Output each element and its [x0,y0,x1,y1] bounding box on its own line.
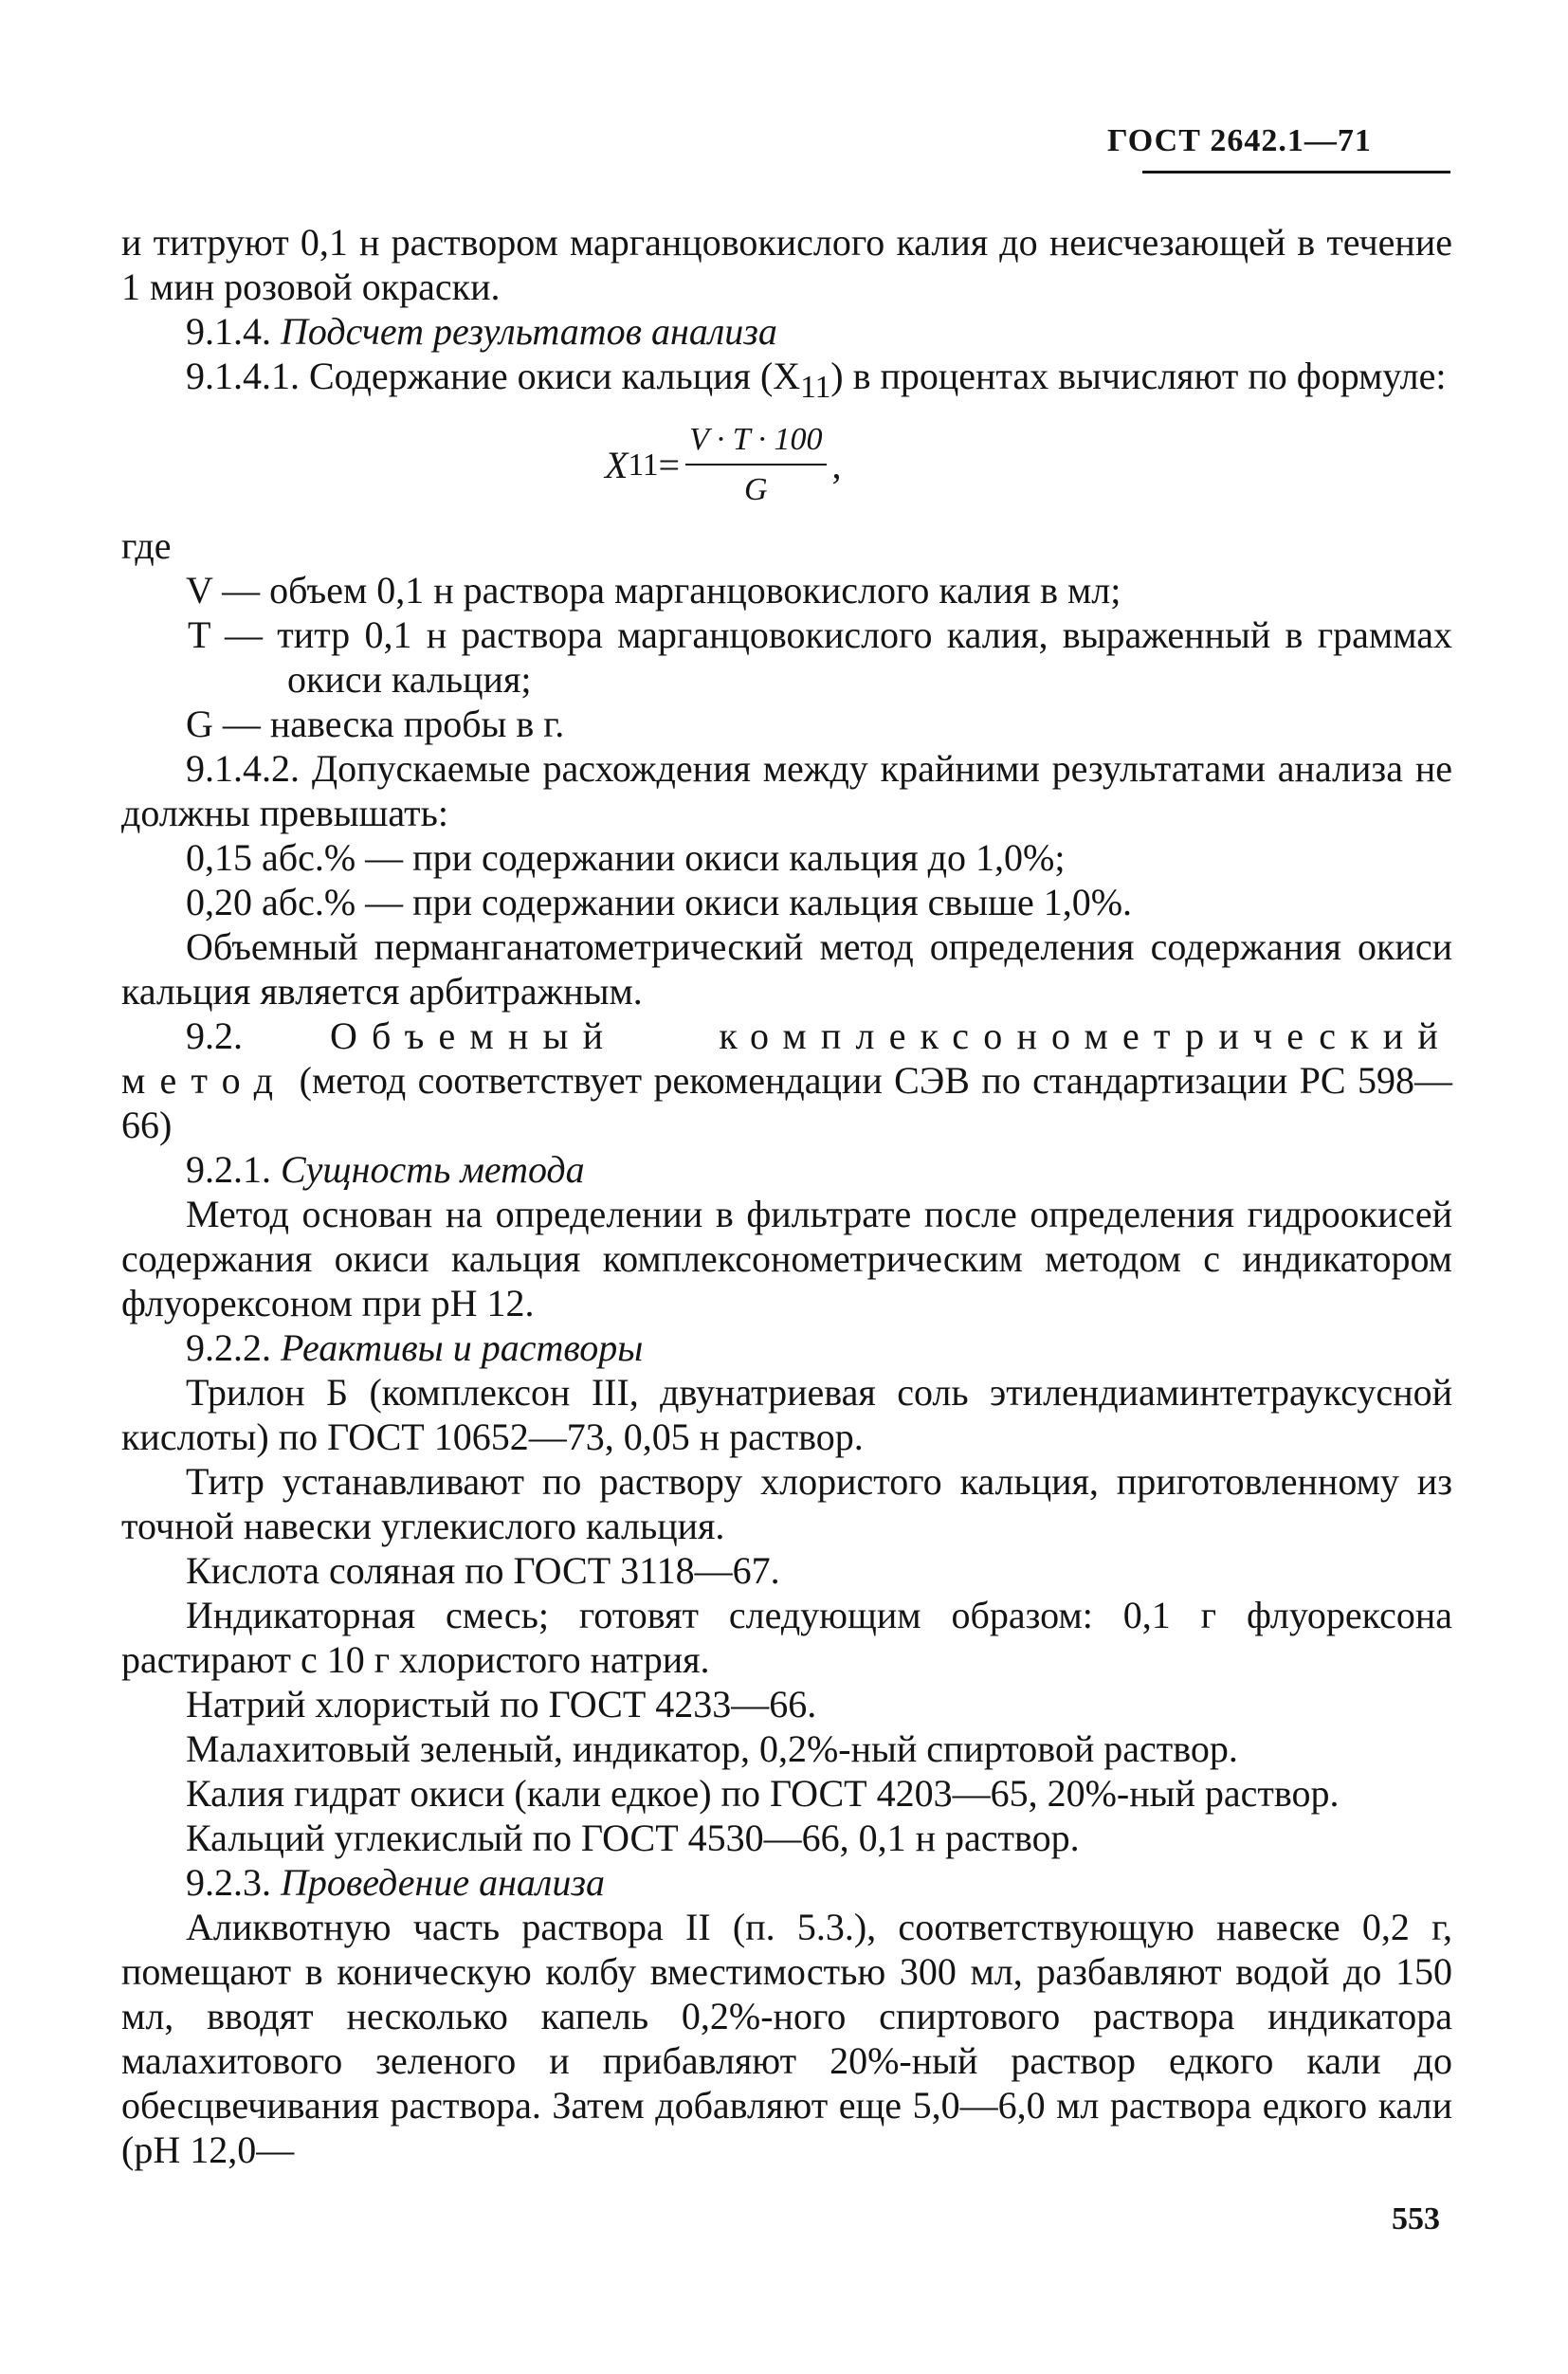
paragraph: Метод основан на определении в фильтрате после определения гидроокисей содержания окиси кальция комплексонометрическим методом с индикатором флуорексоном при pH 12. [121,1193,1452,1324]
reagent-item: Титр устанавливают по раствору хлористого кальция, приготовленному из точной навески углекислого кальция. [121,1460,1452,1547]
formula-block [121,410,1452,523]
text-run: 9.1.4.1. Содержание окиси кальция (X [186,355,801,397]
reagent-item: Трилон Б (комплексон III, двунатриевая соль этилендиаминтетрауксусной кислоты) по ГОСТ 10652—73, 0,05 н раствор. [121,1371,1452,1458]
section-number: 9.2.3. [186,1861,271,1904]
paragraph: Аликвотную часть раствора II (п. 5.3.), соответствующую навеске 0,2 г, помещают в коническую колбу вместимостью 300 мл, разбавляют водой до 150 мл, вводят несколько капель 0,2%-ного спиртового раствора индикатора малахитового зеленого и прибавляют 20%-ный раствор едкого кали до обесцвечивания раствора. Затем добавляют еще 5,0—6,0 мл раствора едкого кали (pH 12,0— [121,1906,1452,2171]
reagent-item: Кальций углекислый по ГОСТ 4530—66, 0,1 н раствор. [186,1817,1080,1859]
header-rule [1142,171,1450,173]
definition-v: V — объем 0,1 н раствора марганцовокислого калия в мл; [186,569,1121,612]
section-number: 9.2.2. [186,1326,271,1369]
page-number: 553 [1392,2201,1440,2237]
formula-lhs: X [605,443,629,486]
section-number: 9.1.4. [186,310,271,353]
section-heading [121,1860,1452,1905]
formula-fraction [685,417,826,512]
tolerance-item: 0,20 абс.% — при содержании окиси кальция свыше 1,0%. [186,881,1133,923]
definition-t: T — титр 0,1 н раствора марганцовокислого калия, выраженный в граммах окиси кальция; [188,613,1452,701]
paragraph: 9.1.4.2. Допускаемые расхождения между крайними результатами анализа не должны превышать: [121,747,1452,834]
paragraph: и титруют 0,1 н раствором марганцовокислого калия до неисчезающей в течение 1 мин розовой окраски. [121,221,1452,308]
formula-comma: , [831,443,842,486]
section-title: Сущность метода [281,1148,585,1191]
formula-equals: = [658,443,681,486]
where-label: где [121,524,172,567]
tolerance-item: 0,15 абс.% — при содержании окиси кальция до 1,0%; [186,836,1066,879]
document-body [121,220,1452,2172]
formula-numerator: V · T · 100 [685,417,826,466]
paragraph [121,354,1452,410]
section-title: Объемный комплексонометрический метод [121,1014,1452,1102]
section-number: 9.2.1. [186,1148,271,1191]
section-heading [121,1014,1452,1147]
section-title: Подсчет результатов анализа [281,310,777,353]
formula [605,417,842,512]
section-heading [121,309,1452,354]
definition-g: G — навеска пробы в г. [186,703,565,745]
paragraph: Объемный перманганатометрический метод определения содержания окиси кальция является арбитражным. [121,925,1452,1013]
reagent-item: Индикаторная смесь; готовят следующим образом: 0,1 г флуорексона растирают с 10 г хлористого натрия. [121,1594,1452,1681]
formula-lhs-sub: 11 [628,447,659,483]
section-title: Реактивы и растворы [281,1326,644,1369]
section-heading [121,1147,1452,1192]
reagent-item: Калия гидрат окиси (кали едкое) по ГОСТ 4203—65, 20%-ный раствор. [186,1772,1340,1815]
formula-denominator: G [744,472,768,507]
page-header: ГОСТ 2642.1—71 [1107,123,1372,158]
reagent-item: Кислота соляная по ГОСТ 3118—67. [186,1549,780,1592]
text-run: ) в процентах вычисляют по формуле: [830,355,1447,397]
reagent-item: Натрий хлористый по ГОСТ 4233—66. [186,1683,817,1726]
section-title: Проведение анализа [281,1861,605,1904]
text-run: (метод соответствует рекомендации СЭВ по стандартизации PC 598—66) [121,1059,1453,1146]
reagent-item: Малахитовый зеленый, индикатор, 0,2%-ный спиртовой раствор. [186,1727,1238,1770]
section-number: 9.2. [186,1014,243,1057]
subscript: 11 [800,370,831,405]
section-heading [121,1325,1452,1370]
